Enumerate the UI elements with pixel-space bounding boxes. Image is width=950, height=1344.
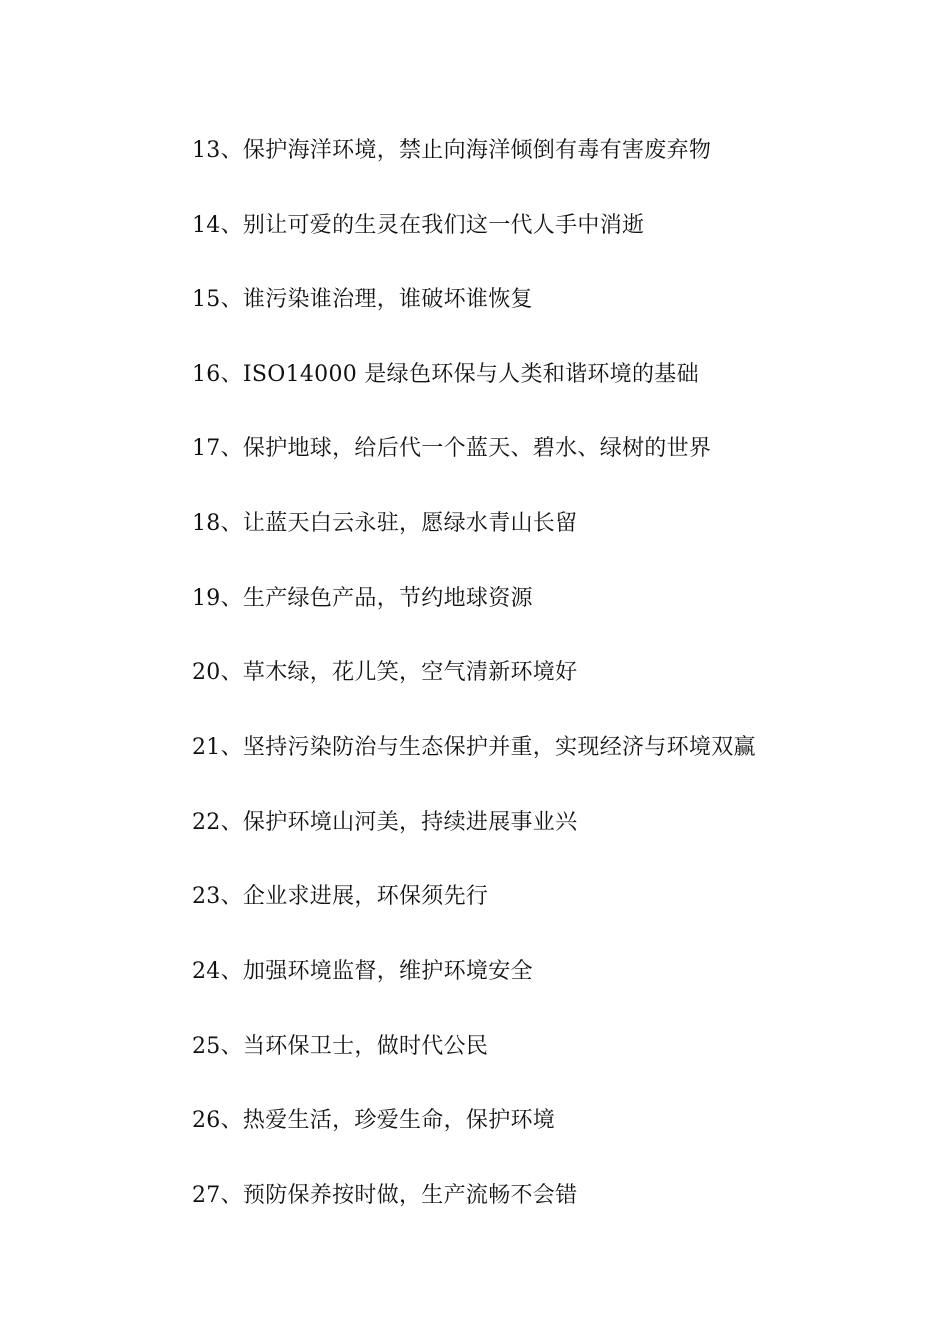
slogan-item-19: 19、生产绿色产品，节约地球资源 — [192, 586, 533, 611]
slogan-item-26: 26、热爱生活，珍爱生命，保护环境 — [192, 1108, 556, 1133]
slogan-item-25: 25、当环保卫士，做时代公民 — [192, 1034, 489, 1059]
slogan-item-21: 21、坚持污染防治与生态保护并重，实现经济与环境双赢 — [192, 735, 756, 760]
slogan-item-27: 27、预防保养按时做，生产流畅不会错 — [192, 1183, 578, 1208]
slogan-item-16: 16、ISO14000 是绿色环保与人类和谐环境的基础 — [192, 362, 699, 387]
slogan-item-23: 23、企业求进展，环保须先行 — [192, 884, 489, 909]
slogan-item-24: 24、加强环境监督，维护环境安全 — [192, 959, 533, 984]
slogan-item-22: 22、保护环境山河美，持续进展事业兴 — [192, 810, 578, 835]
slogan-item-15: 15、谁污染谁治理，谁破坏谁恢复 — [192, 287, 533, 312]
slogan-item-20: 20、草木绿，花儿笑，空气清新环境好 — [192, 660, 578, 685]
slogan-item-18: 18、让蓝天白云永驻，愿绿水青山长留 — [192, 511, 578, 536]
slogan-item-14: 14、别让可爱的生灵在我们这一代人手中消逝 — [192, 213, 645, 238]
slogan-item-13: 13、保护海洋环境，禁止向海洋倾倒有毒有害废弃物 — [192, 138, 712, 163]
slogan-item-17: 17、保护地球，给后代一个蓝天、碧水、绿树的世界 — [192, 436, 712, 461]
